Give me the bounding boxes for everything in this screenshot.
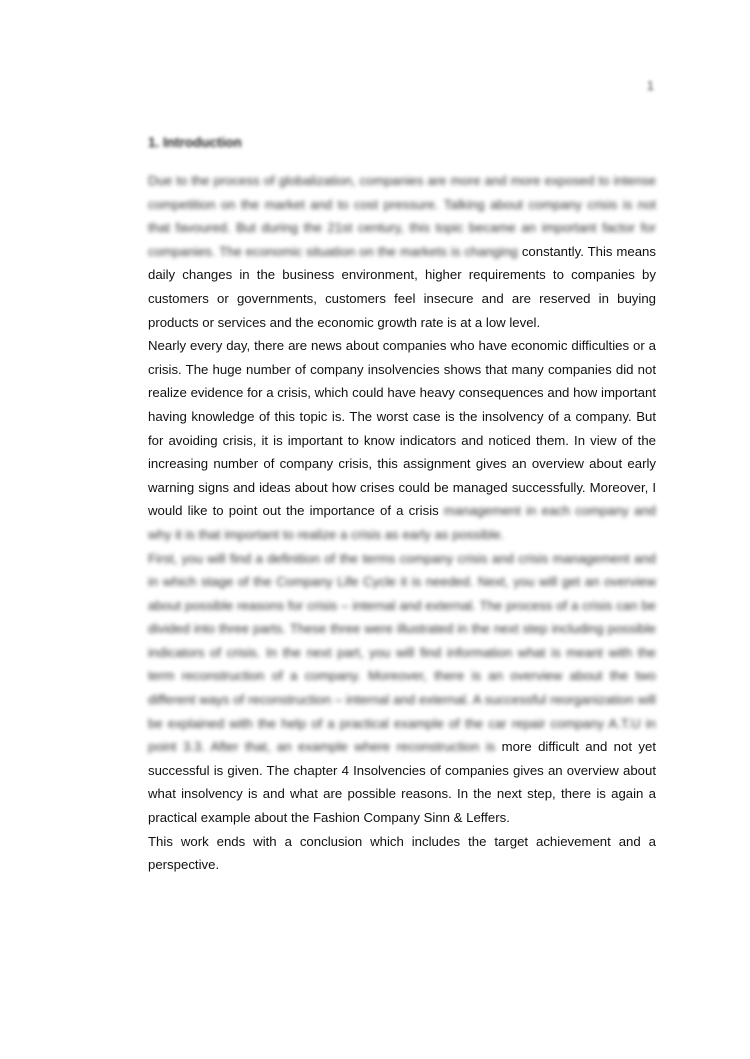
paragraph-2-text: Nearly every day, there are news about companies who have economic difficulties or a crisis. The huge number of company insolvencies shows that many companies did not realize evidence for a crisis, which could have heavy consequences and how important having knowledge of this topic is. The worst case is the insolvency of a company. But for avoiding crisis, it is important to know indicators and noticed them. In view of the increasing number of company crisis, this assignment gives an overview about early warning signs and ideas about how crises could be managed successfully. Moreover, I would like to point out the importance of a crisis xyxy=(148,338,656,519)
document-body xyxy=(148,133,656,877)
paragraph-2 xyxy=(148,334,656,546)
paragraph-4 xyxy=(148,830,656,877)
paragraph-1-text: constantly. This means daily changes in the business environment, higher requirements to companies by customers or governments, customers feel insecure and are reserved in buying products or services and the economic growth rate is at a low level. xyxy=(148,243,656,330)
section-heading: 1. Introduction xyxy=(148,135,242,150)
paragraph-3-text: more difficult and not yet successful is given. The chapter 4 Insolvencies of companies gives an overview about what insolvency is and what are possible reasons. In the next step, there is again a practical example about the Fashion Company Sinn & Leffers. xyxy=(148,739,656,826)
paragraph-1-blurred-text: Due to the process of globalization, companies are more and more exposed to intense competition on the market and to cost pressure. Talking about company crisis is not that favoured. But during the 21st century, this topic became an important factor for companies. The economic situation on the markets is changing xyxy=(148,173,656,259)
paragraph-1 xyxy=(148,169,656,334)
paragraph-4-text: This work ends with a conclusion which includes the target achievement and a perspective. xyxy=(148,833,656,873)
paragraph-3 xyxy=(148,547,656,830)
page-number: 1 xyxy=(646,78,654,93)
paragraph-2-blurred-text: management in each company and why it is that important to realize a crisis as early as possible. xyxy=(148,503,656,542)
paragraph-3-blurred-text: First, you will find a definition of the terms company crisis and crisis management and in which stage of the Company Life Cycle it is needed. Next, you will get an overview about possible reasons for crisis – internal and external. The process of a crisis can be divided into three parts. These three were illustrated in the next step including possible indicators of crisis. In the next part, you will find information what is meant with the term reconstruction of a company. Moreover, there is an overview about the two different ways of reconstruction – internal and external. A successful reorganization will be explained with the help of a practical example of the car repair company A.T.U in point 3.3. After that, an example where reconstruction is xyxy=(148,550,656,755)
